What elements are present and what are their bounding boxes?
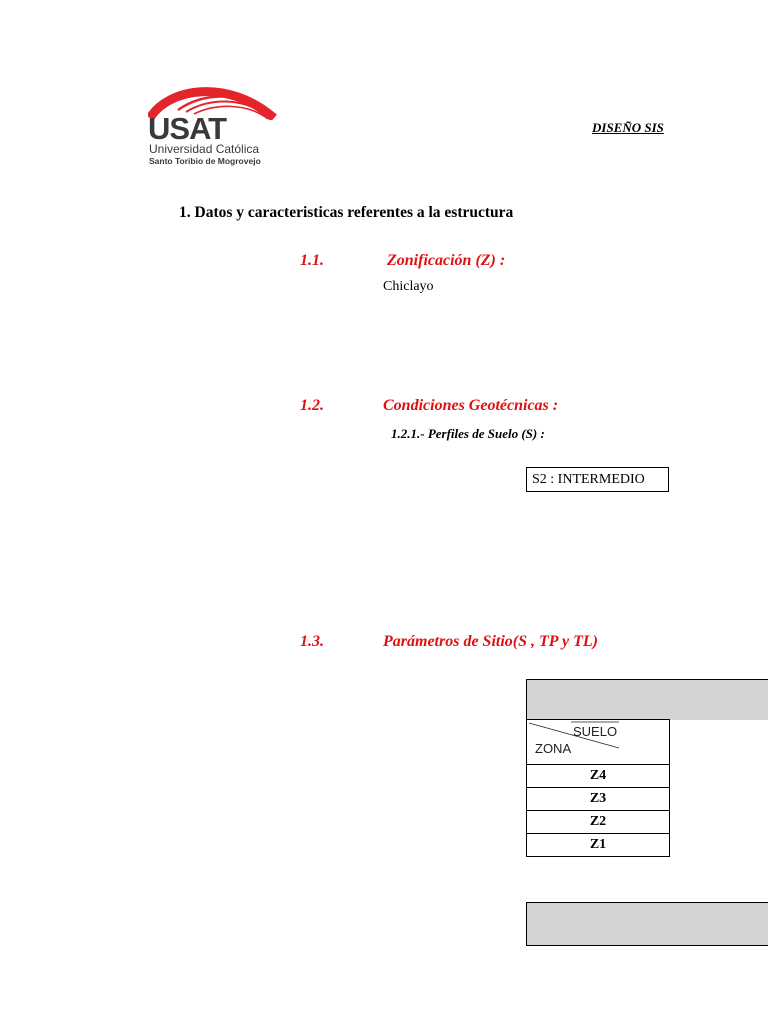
section-1-3-number: 1.3. — [300, 633, 324, 650]
zone-cell-z2: Z2 — [527, 811, 670, 834]
header-zona-label: ZONA — [535, 741, 572, 756]
table-row — [527, 834, 670, 857]
lower-table-header-bar — [526, 902, 768, 946]
usat-logo — [148, 80, 278, 170]
soil-zone-header-cell — [527, 720, 670, 765]
logo-university-subname: Santo Toribio de Mogrovejo — [149, 156, 261, 166]
table-row — [527, 788, 670, 811]
zone-cell-z4: Z4 — [527, 765, 670, 788]
section-1-3-title: Parámetros de Sitio(S , TP y TL) — [383, 633, 598, 650]
soil-type-selector[interactable]: S2 : INTERMEDIO — [526, 467, 669, 492]
table-header-row — [527, 720, 670, 765]
zonification-value: Chiclayo — [383, 279, 434, 294]
site-parameters-table — [526, 719, 670, 857]
zone-cell-z3: Z3 — [527, 788, 670, 811]
header-suelo-label: SUELO — [573, 724, 618, 739]
site-parameters-header-bar — [526, 679, 768, 720]
section-1-1-number: 1.1. — [300, 252, 324, 269]
soil-profile-subheading: 1.2.1.- Perfiles de Suelo (S) : — [391, 426, 545, 441]
section-1-2-number: 1.2. — [300, 397, 324, 414]
table-row — [527, 765, 670, 788]
section-1-2-title: Condiciones Geotécnicas : — [383, 397, 559, 414]
zone-cell-z1: Z1 — [527, 834, 670, 857]
table-row — [527, 811, 670, 834]
section-1-heading: 1. Datos y caracteristicas referentes a la estructura — [179, 204, 514, 221]
section-1-1-title: Zonificación (Z) : — [387, 252, 506, 269]
document-title: DISEÑO SIS — [592, 120, 664, 135]
logo-wordmark: USAT — [148, 111, 227, 146]
logo-university-name: Universidad Católica — [149, 142, 260, 156]
